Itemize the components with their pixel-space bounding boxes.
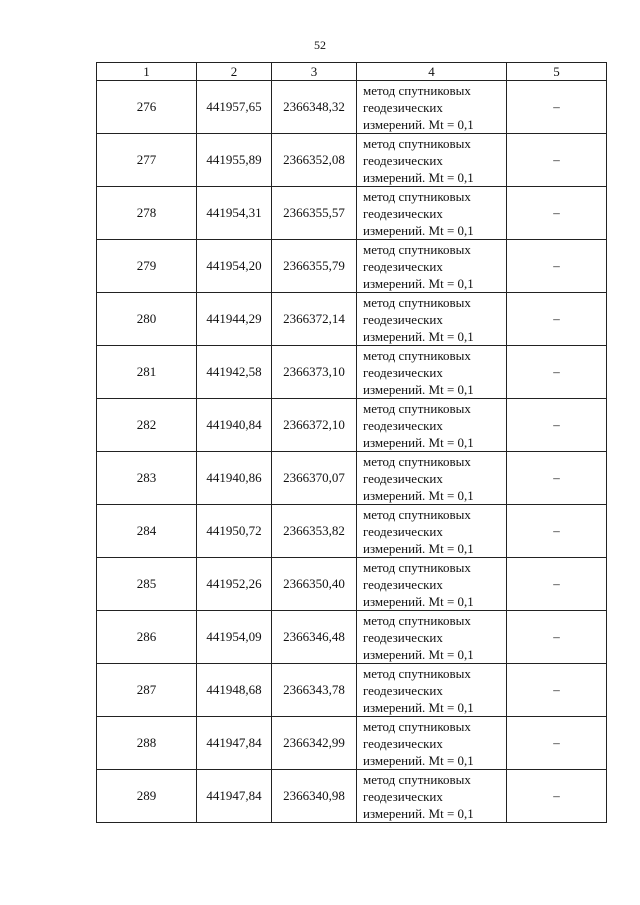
x-coordinate-cell: 441947,84	[197, 717, 272, 770]
method-text-line: геодезических	[363, 258, 443, 274]
point-number-cell: 277	[97, 134, 197, 187]
table-row	[97, 611, 607, 664]
table-header	[97, 63, 607, 81]
point-number-cell: 286	[97, 611, 197, 664]
method-cell	[357, 664, 507, 717]
method-text-line: измерений. Mt = 0,1	[363, 487, 474, 503]
method-text-line: метод спутниковых	[363, 612, 471, 628]
method-text-line: метод спутниковых	[363, 665, 471, 681]
method-text-line: измерений. Mt = 0,1	[363, 381, 474, 397]
method-text-line: геодезических	[363, 735, 443, 751]
table-row	[97, 81, 607, 134]
method-text-line: измерений. Mt = 0,1	[363, 646, 474, 662]
y-coordinate-cell: 2366372,10	[272, 399, 357, 452]
method-cell	[357, 452, 507, 505]
y-coordinate-cell: 2366343,78	[272, 664, 357, 717]
method-text-line: измерений. Mt = 0,1	[363, 593, 474, 609]
point-number-cell: 281	[97, 346, 197, 399]
point-number-cell: 287	[97, 664, 197, 717]
table-row	[97, 505, 607, 558]
point-number-cell: 288	[97, 717, 197, 770]
x-coordinate-cell: 441950,72	[197, 505, 272, 558]
table-row	[97, 134, 607, 187]
point-number-cell: 278	[97, 187, 197, 240]
table-row	[97, 452, 607, 505]
method-text-line: измерений. Mt = 0,1	[363, 222, 474, 238]
column-5-cell: –	[507, 293, 607, 346]
x-coordinate-cell: 441947,84	[197, 770, 272, 823]
column-header-2: 2	[197, 63, 272, 81]
method-cell	[357, 346, 507, 399]
x-coordinate-cell: 441954,20	[197, 240, 272, 293]
x-coordinate-cell: 441944,29	[197, 293, 272, 346]
method-text-line: измерений. Mt = 0,1	[363, 805, 474, 821]
table-row	[97, 558, 607, 611]
column-5-cell: –	[507, 187, 607, 240]
method-text-line: метод спутниковых	[363, 241, 471, 257]
column-5-cell: –	[507, 346, 607, 399]
method-text-line: метод спутниковых	[363, 347, 471, 363]
method-text-line: геодезических	[363, 523, 443, 539]
method-text-line: геодезических	[363, 629, 443, 645]
column-5-cell: –	[507, 770, 607, 823]
x-coordinate-cell: 441942,58	[197, 346, 272, 399]
x-coordinate-cell: 441948,68	[197, 664, 272, 717]
y-coordinate-cell: 2366372,14	[272, 293, 357, 346]
table-body	[97, 81, 607, 823]
method-text-line: геодезических	[363, 152, 443, 168]
method-cell	[357, 187, 507, 240]
method-text-line: измерений. Mt = 0,1	[363, 275, 474, 291]
method-cell	[357, 240, 507, 293]
y-coordinate-cell: 2366340,98	[272, 770, 357, 823]
method-text-line: измерений. Mt = 0,1	[363, 752, 474, 768]
column-header-1: 1	[97, 63, 197, 81]
y-coordinate-cell: 2366346,48	[272, 611, 357, 664]
method-cell	[357, 611, 507, 664]
column-5-cell: –	[507, 399, 607, 452]
y-coordinate-cell: 2366355,79	[272, 240, 357, 293]
x-coordinate-cell: 441954,09	[197, 611, 272, 664]
point-number-cell: 285	[97, 558, 197, 611]
method-text-line: метод спутниковых	[363, 400, 471, 416]
point-number-cell: 282	[97, 399, 197, 452]
method-text-line: геодезических	[363, 417, 443, 433]
column-5-cell: –	[507, 240, 607, 293]
method-text-line: измерений. Mt = 0,1	[363, 540, 474, 556]
method-text-line: геодезических	[363, 99, 443, 115]
y-coordinate-cell: 2366370,07	[272, 452, 357, 505]
x-coordinate-cell: 441952,26	[197, 558, 272, 611]
method-text-line: измерений. Mt = 0,1	[363, 328, 474, 344]
method-text-line: геодезических	[363, 682, 443, 698]
method-cell	[357, 399, 507, 452]
column-header-4: 4	[357, 63, 507, 81]
column-header-5: 5	[507, 63, 607, 81]
method-cell	[357, 134, 507, 187]
method-text-line: геодезических	[363, 470, 443, 486]
y-coordinate-cell: 2366352,08	[272, 134, 357, 187]
y-coordinate-cell: 2366355,57	[272, 187, 357, 240]
table-row	[97, 399, 607, 452]
method-text-line: метод спутниковых	[363, 135, 471, 151]
method-text-line: геодезических	[363, 576, 443, 592]
point-number-cell: 276	[97, 81, 197, 134]
method-text-line: измерений. Mt = 0,1	[363, 434, 474, 450]
y-coordinate-cell: 2366353,82	[272, 505, 357, 558]
method-text-line: метод спутниковых	[363, 506, 471, 522]
method-cell	[357, 717, 507, 770]
method-text-line: метод спутниковых	[363, 771, 471, 787]
header-row	[97, 63, 607, 81]
method-text-line: измерений. Mt = 0,1	[363, 116, 474, 132]
table-row	[97, 187, 607, 240]
point-number-cell: 284	[97, 505, 197, 558]
y-coordinate-cell: 2366350,40	[272, 558, 357, 611]
method-cell	[357, 558, 507, 611]
point-number-cell: 283	[97, 452, 197, 505]
column-5-cell: –	[507, 611, 607, 664]
column-5-cell: –	[507, 134, 607, 187]
point-number-cell: 280	[97, 293, 197, 346]
y-coordinate-cell: 2366342,99	[272, 717, 357, 770]
x-coordinate-cell: 441940,86	[197, 452, 272, 505]
x-coordinate-cell: 441954,31	[197, 187, 272, 240]
method-cell	[357, 81, 507, 134]
method-text-line: геодезических	[363, 205, 443, 221]
table-row	[97, 346, 607, 399]
method-cell	[357, 293, 507, 346]
column-header-3: 3	[272, 63, 357, 81]
method-text-line: измерений. Mt = 0,1	[363, 699, 474, 715]
column-5-cell: –	[507, 717, 607, 770]
x-coordinate-cell: 441955,89	[197, 134, 272, 187]
column-5-cell: –	[507, 505, 607, 558]
table-row	[97, 717, 607, 770]
point-number-cell: 279	[97, 240, 197, 293]
table-row	[97, 293, 607, 346]
method-text-line: метод спутниковых	[363, 294, 471, 310]
method-text-line: геодезических	[363, 311, 443, 327]
method-text-line: геодезических	[363, 364, 443, 380]
method-cell	[357, 770, 507, 823]
page-number: 52	[314, 38, 326, 52]
column-5-cell: –	[507, 558, 607, 611]
method-text-line: метод спутниковых	[363, 453, 471, 469]
x-coordinate-cell: 441957,65	[197, 81, 272, 134]
method-text-line: метод спутниковых	[363, 559, 471, 575]
table-row	[97, 240, 607, 293]
x-coordinate-cell: 441940,84	[197, 399, 272, 452]
y-coordinate-cell: 2366373,10	[272, 346, 357, 399]
table-row	[97, 770, 607, 823]
table-row	[97, 664, 607, 717]
column-5-cell: –	[507, 452, 607, 505]
coordinates-table	[96, 62, 607, 823]
method-text-line: метод спутниковых	[363, 82, 471, 98]
method-text-line: метод спутниковых	[363, 188, 471, 204]
method-text-line: метод спутниковых	[363, 718, 471, 734]
method-cell	[357, 505, 507, 558]
y-coordinate-cell: 2366348,32	[272, 81, 357, 134]
column-5-cell: –	[507, 664, 607, 717]
column-5-cell: –	[507, 81, 607, 134]
method-text-line: измерений. Mt = 0,1	[363, 169, 474, 185]
point-number-cell: 289	[97, 770, 197, 823]
method-text-line: геодезических	[363, 788, 443, 804]
